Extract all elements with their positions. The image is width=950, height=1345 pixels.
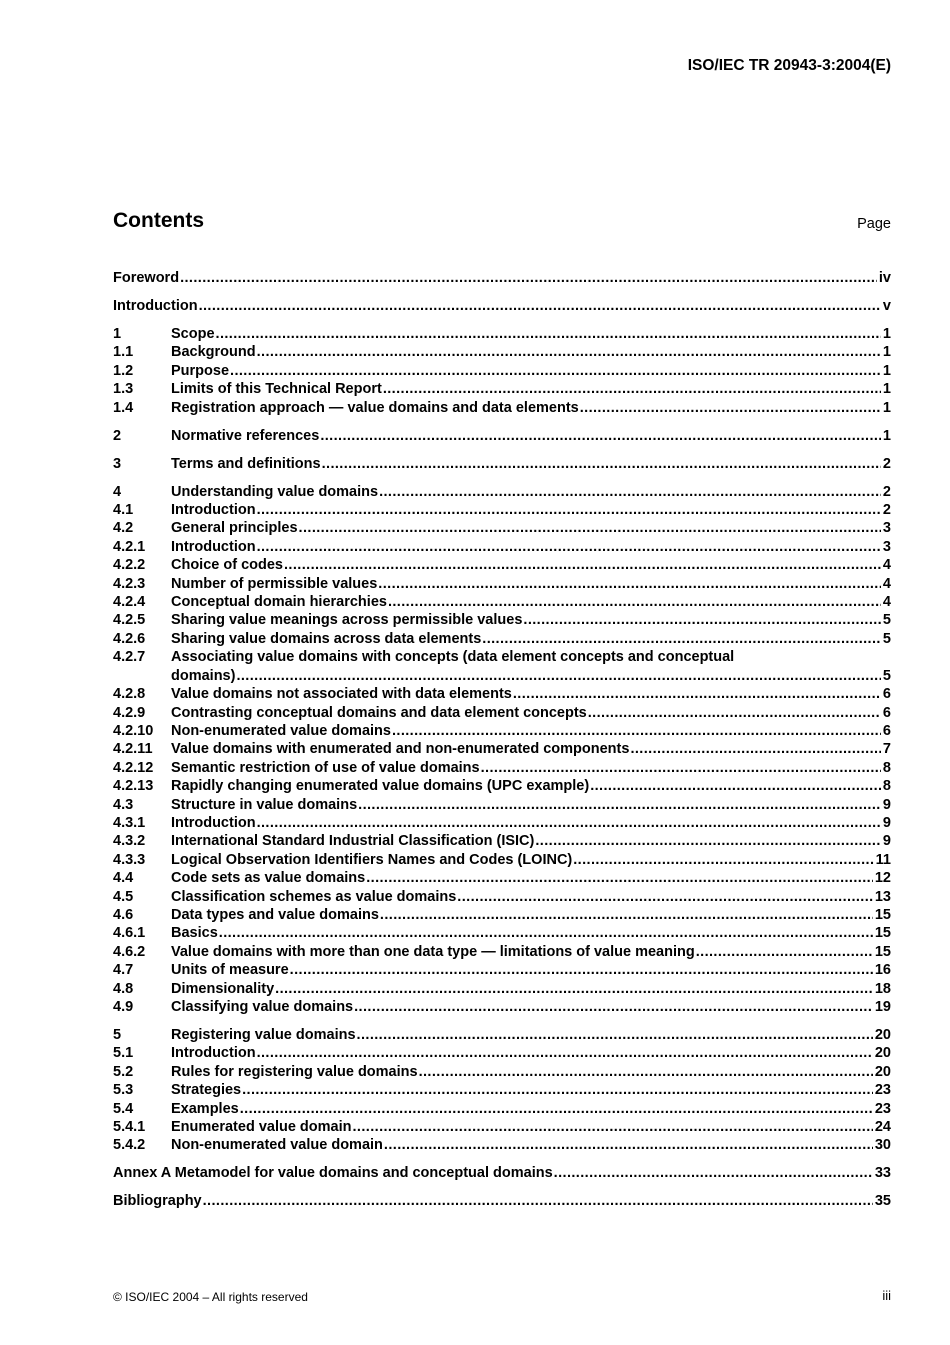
dot-leader <box>322 455 881 473</box>
toc-entry-page: 6 <box>882 704 891 721</box>
toc-entry-number: 4.2.9 <box>113 704 146 721</box>
dot-leader <box>580 399 881 417</box>
toc-entry-page: 5 <box>882 630 891 647</box>
toc-entry-number: 4.3.3 <box>113 851 146 868</box>
toc-entry-page: v <box>882 298 891 314</box>
toc-entry-number: 4.6.1 <box>113 925 146 942</box>
toc-entry[interactable] <box>113 943 891 961</box>
toc-entry-page: 5 <box>882 667 891 684</box>
dot-leader <box>384 1136 873 1154</box>
toc-entry-title: Terms and definitions <box>171 455 321 472</box>
toc-entry-number: 4.2.11 <box>113 741 153 758</box>
toc-entry[interactable] <box>113 1081 891 1099</box>
toc-entry-title: International Standard Industrial Classification (ISIC) <box>171 833 535 850</box>
toc-entry[interactable] <box>113 325 891 343</box>
toc-entry-page: 1 <box>882 427 891 444</box>
toc-entry[interactable] <box>113 1118 891 1136</box>
toc-entry-number: 4.3.2 <box>113 833 146 850</box>
toc-entry[interactable] <box>113 455 891 473</box>
toc-entry-page: 23 <box>874 1100 891 1117</box>
dot-leader <box>284 556 881 574</box>
toc-entry-number: 4.2.4 <box>113 594 146 611</box>
toc-entry-number: 4.2.8 <box>113 686 146 703</box>
toc-entry-page: 9 <box>882 833 891 850</box>
toc-entry-number: 4.3 <box>113 796 134 813</box>
toc-entry[interactable] <box>113 832 891 850</box>
toc-entry-page: 13 <box>874 888 891 905</box>
toc-entry-number: 4.2.2 <box>113 557 146 574</box>
page-column-label: Page <box>857 216 891 232</box>
toc-entry-number: 2 <box>113 427 122 444</box>
dot-leader <box>523 611 881 629</box>
toc-entry-number: 1.3 <box>113 381 134 398</box>
toc-entry-title: Dimensionality <box>171 980 275 997</box>
toc-entry-page: 24 <box>874 1119 891 1136</box>
toc-entry[interactable] <box>113 1136 891 1154</box>
toc-entry[interactable] <box>113 961 891 979</box>
toc-entry-number: 3 <box>113 455 122 472</box>
toc-entry[interactable] <box>113 519 891 537</box>
dot-leader <box>366 869 873 887</box>
toc-entry-number: 5 <box>113 1027 122 1043</box>
toc-entry-title: Sharing value meanings across permissible values <box>171 612 523 629</box>
dot-leader <box>573 851 873 869</box>
toc-entry[interactable] <box>113 297 891 315</box>
toc-entry-title: Associating value domains with concepts (data element concepts and conceptual <box>171 649 735 666</box>
toc-entry[interactable] <box>113 483 891 501</box>
toc-entry-number: 5.4.1 <box>113 1119 146 1136</box>
toc-entry-page: 18 <box>874 980 891 997</box>
toc-entry[interactable] <box>113 269 891 287</box>
toc-entry-number: 4 <box>113 483 122 500</box>
dot-leader <box>199 297 881 315</box>
dot-leader <box>383 380 881 398</box>
dot-leader <box>590 777 881 795</box>
toc-entry[interactable] <box>113 980 891 998</box>
toc-entry[interactable] <box>113 575 891 593</box>
toc-entry-number: 1.2 <box>113 362 134 379</box>
toc-entry-number: 4.6.2 <box>113 943 146 960</box>
toc-entry-title: Introduction <box>171 502 256 519</box>
toc-entry-number: 1.1 <box>113 344 134 361</box>
dot-leader <box>358 796 881 814</box>
toc-entry-page: 3 <box>882 538 891 555</box>
toc-entry[interactable] <box>113 630 891 648</box>
toc-entry-title: Examples <box>171 1100 239 1117</box>
toc-entry[interactable] <box>113 1164 891 1182</box>
toc-entry-title: Foreword <box>113 270 180 286</box>
toc-entry-page: 1 <box>882 381 891 398</box>
dot-leader <box>554 1164 873 1182</box>
toc-entry-number: 5.2 <box>113 1063 134 1080</box>
contents-heading: Contents <box>113 209 204 232</box>
toc-entry-title: Registering value domains <box>171 1027 356 1043</box>
toc-entry-page: 1 <box>882 326 891 342</box>
toc-entry-page: 15 <box>874 943 891 960</box>
toc-entry[interactable] <box>113 1044 891 1062</box>
toc-entry-title-continued: domains) <box>171 667 236 684</box>
dot-leader <box>275 980 873 998</box>
dot-leader <box>392 722 881 740</box>
dot-leader <box>257 814 881 832</box>
toc-entry-page: 8 <box>882 778 891 795</box>
dot-leader <box>457 888 873 906</box>
toc-entry[interactable] <box>113 704 891 722</box>
toc-entry-page: 6 <box>882 722 891 739</box>
toc-entry-title: Annex A Metamodel for value domains and conceptual domains <box>113 1165 553 1182</box>
toc-entry-page: 6 <box>882 686 891 703</box>
dot-leader <box>230 362 881 380</box>
toc-entry-title: Value domains with enumerated and non-enumerated components <box>171 741 630 758</box>
toc-entry-title: Data types and value domains <box>171 906 379 923</box>
toc-entry[interactable] <box>113 869 891 887</box>
toc-entry-page: 4 <box>882 557 891 574</box>
dot-leader <box>320 427 881 445</box>
toc-entry-page: 15 <box>874 925 891 942</box>
toc-entry-number: 4.2.5 <box>113 612 146 629</box>
toc-entry-title: Normative references <box>171 427 320 444</box>
toc-entry[interactable] <box>113 362 891 380</box>
dot-leader <box>180 269 877 287</box>
toc-entry-page: 12 <box>874 870 891 887</box>
toc-entry-page: 9 <box>882 796 891 813</box>
toc-entry[interactable] <box>113 611 891 629</box>
toc-entry-title: Value domains not associated with data elements <box>171 686 512 703</box>
toc-entry-page: 9 <box>882 814 891 831</box>
toc-entry-title: Bibliography <box>113 1193 202 1210</box>
toc-entry-number: 5.1 <box>113 1045 134 1062</box>
toc-entry-page: 3 <box>882 520 891 537</box>
toc-entry-title: Number of permissible values <box>171 575 378 592</box>
toc-entry-title: Units of measure <box>171 962 289 979</box>
toc-entry-number: 1.4 <box>113 399 134 416</box>
toc-entry-number: 4.2.12 <box>113 759 154 776</box>
toc-entry-title: Strategies <box>171 1082 242 1099</box>
toc-entry-title: General principles <box>171 520 298 537</box>
dot-leader <box>290 961 873 979</box>
toc-entry-number: 4.7 <box>113 962 134 979</box>
toc-entry-title: Understanding value domains <box>171 483 379 500</box>
toc-entry-title: Contrasting conceptual domains and data element concepts <box>171 704 587 721</box>
toc-entry-number: 4.6 <box>113 906 134 923</box>
toc-entry[interactable] <box>113 427 891 445</box>
toc-entry-page: 1 <box>882 399 891 416</box>
dot-leader <box>257 343 881 361</box>
toc-entry-title: Scope <box>171 326 215 342</box>
toc-entry-title: Conceptual domain hierarchies <box>171 594 387 611</box>
toc-entry-page: 20 <box>874 1027 891 1043</box>
dot-leader <box>203 1192 873 1210</box>
toc-entry-page: 4 <box>882 594 891 611</box>
dot-leader <box>378 575 881 593</box>
toc-entry-title: Non-enumerated value domains <box>171 722 391 739</box>
toc-entry-page: 2 <box>882 483 891 500</box>
document-id: ISO/IEC TR 20943-3:2004(E) <box>687 57 891 74</box>
toc-entry-page: 5 <box>882 612 891 629</box>
dot-leader <box>257 1044 873 1062</box>
toc-entry[interactable] <box>113 1063 891 1081</box>
toc-entry-number: 4.9 <box>113 999 134 1015</box>
toc-entry-number: 4.1 <box>113 502 134 519</box>
toc-entry-number: 4.2 <box>113 520 134 537</box>
toc-entry-title: Non-enumerated value domain <box>171 1137 383 1154</box>
dot-leader <box>257 538 881 556</box>
dot-leader <box>588 704 881 722</box>
dot-leader <box>696 943 873 961</box>
toc-entry-page: 23 <box>874 1082 891 1099</box>
toc-entry-title: Introduction <box>171 538 256 555</box>
toc-entry[interactable] <box>113 998 891 1016</box>
toc-entry-title: Sharing value domains across data elements <box>171 630 482 647</box>
footer-page-number: iii <box>882 1288 891 1303</box>
footer-copyright: © ISO/IEC 2004 – All rights reserved <box>113 1290 308 1304</box>
toc-entry[interactable] <box>113 777 891 795</box>
toc-entry-number: 4.3.1 <box>113 814 146 831</box>
toc-entry[interactable] <box>113 759 891 777</box>
toc-entry-number: 5.4.2 <box>113 1137 146 1154</box>
dot-leader <box>380 906 873 924</box>
toc-entry-title: Classification schemes as value domains <box>171 888 457 905</box>
toc-entry-page: 7 <box>882 741 891 758</box>
toc-entry-number: 4.2.1 <box>113 538 146 555</box>
toc-entry-page: 4 <box>882 575 891 592</box>
toc-entry-title: Enumerated value domain <box>171 1119 352 1136</box>
toc-entry-title: Introduction <box>171 1045 256 1062</box>
dot-leader <box>535 832 881 850</box>
toc-entry-number: 5.3 <box>113 1082 134 1099</box>
toc-entry-title: Limits of this Technical Report <box>171 381 382 398</box>
toc-entry-title: Background <box>171 344 256 361</box>
toc-entry-title: Basics <box>171 925 218 942</box>
toc-entry-page: 1 <box>882 344 891 361</box>
toc-entry-number: 4.4 <box>113 870 134 887</box>
toc-entry-number: 4.2.13 <box>113 778 154 795</box>
toc-entry-title: Introduction <box>171 814 256 831</box>
toc-entry-page: iv <box>878 270 891 286</box>
toc-entry-number: 4.2.3 <box>113 575 146 592</box>
toc-entry[interactable] <box>113 648 891 666</box>
toc-entry-number: 5.4 <box>113 1100 134 1117</box>
dot-leader <box>630 740 880 758</box>
toc-entry[interactable] <box>113 343 891 361</box>
dot-leader <box>219 924 873 942</box>
toc-entry[interactable] <box>113 556 891 574</box>
toc-entry-page: 20 <box>874 1063 891 1080</box>
dot-leader <box>240 1100 873 1118</box>
toc-entry-title: Structure in value domains <box>171 796 358 813</box>
dot-leader <box>236 667 880 685</box>
toc-entry-number: 4.2.6 <box>113 630 146 647</box>
toc-entry[interactable] <box>113 1192 891 1210</box>
toc-entry-title: Rules for registering value domains <box>171 1063 418 1080</box>
toc-entry-title: Registration approach — value domains and data elements <box>171 399 579 416</box>
toc-entry-page: 33 <box>874 1165 891 1182</box>
dot-leader <box>242 1081 873 1099</box>
dot-leader <box>388 593 881 611</box>
toc-entry-page: 8 <box>882 759 891 776</box>
toc-entry-title: Purpose <box>171 362 230 379</box>
dot-leader <box>354 998 873 1016</box>
toc-entry-page: 15 <box>874 906 891 923</box>
toc-entry-page: 1 <box>882 362 891 379</box>
toc-entry-title: Code sets as value domains <box>171 870 366 887</box>
toc-entry[interactable] <box>113 814 891 832</box>
toc-entry[interactable] <box>113 501 891 519</box>
dot-leader <box>481 759 881 777</box>
dot-leader <box>353 1118 873 1136</box>
toc-entry-page: 11 <box>875 851 891 868</box>
toc-entry-title: Value domains with more than one data type — limitations of value meaning <box>171 943 695 960</box>
toc-entry-page: 16 <box>874 962 891 979</box>
toc-entry[interactable] <box>113 924 891 942</box>
toc-entry-number: 4.8 <box>113 980 134 997</box>
toc-entry-page: 2 <box>882 455 891 472</box>
toc-entry-title: Choice of codes <box>171 557 283 574</box>
toc-entry[interactable] <box>113 380 891 398</box>
toc-entry-title: Introduction <box>113 298 198 314</box>
toc-entry-page: 30 <box>874 1137 891 1154</box>
toc-entry-page: 2 <box>882 502 891 519</box>
toc-entry-page: 20 <box>874 1045 891 1062</box>
dot-leader <box>379 483 881 501</box>
dot-leader <box>257 501 881 519</box>
dot-leader <box>513 685 881 703</box>
toc-entry-title: Semantic restriction of use of value domains <box>171 759 480 776</box>
toc-entry[interactable] <box>113 851 891 869</box>
toc-entry[interactable] <box>113 722 891 740</box>
toc-entry-continuation[interactable] <box>113 667 891 685</box>
toc-entry-number: 4.2.7 <box>113 649 146 666</box>
toc-entry-title: Classifying value domains <box>171 999 354 1015</box>
toc-entry-title: Logical Observation Identifiers Names and Codes (LOINC) <box>171 851 573 868</box>
toc-entry[interactable] <box>113 888 891 906</box>
toc-entry-number: 1 <box>113 326 122 342</box>
toc-entry-number: 4.5 <box>113 888 134 905</box>
toc-entry[interactable] <box>113 538 891 556</box>
dot-leader <box>216 325 881 343</box>
toc-entry[interactable] <box>113 740 891 758</box>
dot-leader <box>482 630 881 648</box>
table-of-contents <box>113 269 891 1211</box>
toc-entry[interactable] <box>113 685 891 703</box>
dot-leader <box>299 519 881 537</box>
dot-leader <box>419 1063 873 1081</box>
toc-entry[interactable] <box>113 1026 891 1044</box>
toc-entry-page: 35 <box>874 1193 891 1210</box>
dot-leader <box>357 1026 873 1044</box>
toc-entry[interactable] <box>113 399 891 417</box>
toc-entry-title: Rapidly changing enumerated value domains (UPC example) <box>171 778 590 795</box>
toc-entry[interactable] <box>113 593 891 611</box>
toc-entry[interactable] <box>113 796 891 814</box>
toc-entry-page: 19 <box>874 999 891 1015</box>
toc-entry[interactable] <box>113 906 891 924</box>
toc-entry[interactable] <box>113 1100 891 1118</box>
toc-entry-number: 4.2.10 <box>113 722 154 739</box>
